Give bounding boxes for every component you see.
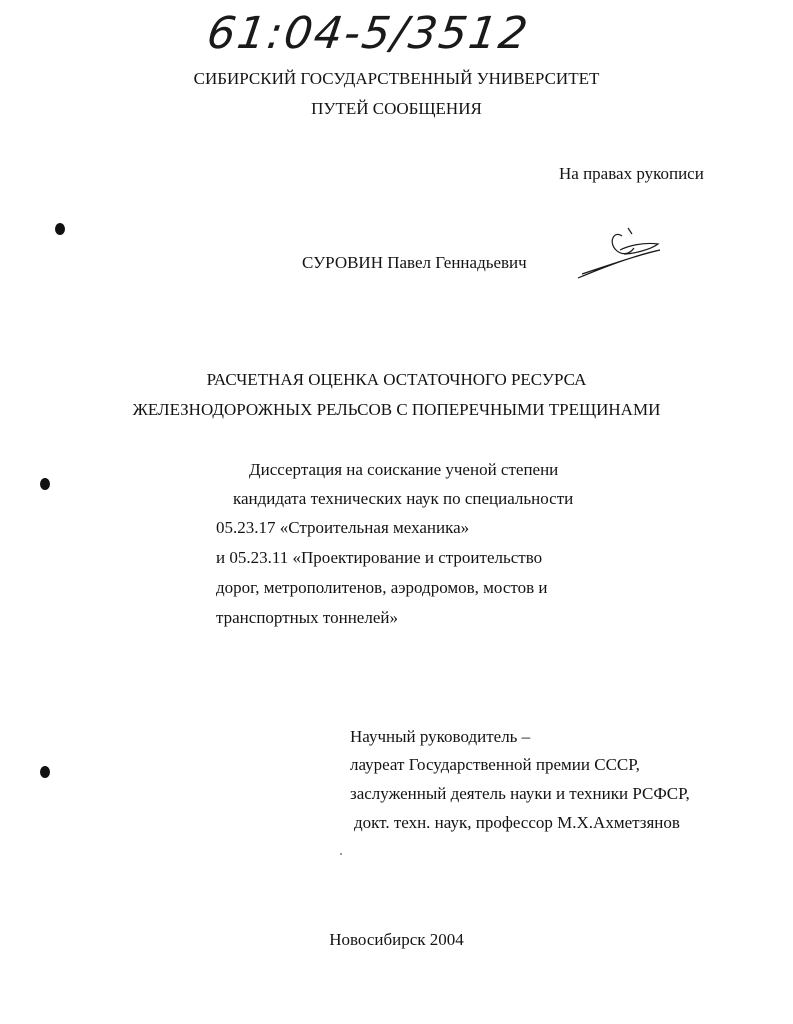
manuscript-note: На правах рукописи [559, 164, 704, 183]
supervisor-line-2: лауреат Государственной премии СССР, [350, 755, 640, 774]
scan-speck [340, 853, 342, 855]
dissertation-info-line-1: Диссертация на соискание ученой степени [249, 460, 559, 479]
city-year: Новосибирск 2004 [329, 930, 464, 949]
dissertation-info-line-5: дорог, метрополитенов, аэродромов, мостов и [216, 578, 548, 597]
handwritten-archive-code [200, 2, 533, 62]
dissertation-title-line-2: ЖЕЛЕЗНОДОРОЖНЫХ РЕЛЬСОВ С ПОПЕРЕЧНЫМИ ТРЕЩИНАМИ [132, 400, 661, 419]
dissertation-info-line-2: кандидата технических наук по специальности [233, 489, 574, 508]
dissertation-info-line-4: и 05.23.11 «Проектирование и строительство [216, 548, 543, 567]
supervisor-line-4: докт. техн. наук, профессор М.Х.Ахметзянов [354, 813, 680, 832]
dissertation-title-line-1: РАСЧЕТНАЯ ОЦЕНКА ОСТАТОЧНОГО РЕСУРСА [206, 370, 587, 389]
binder-hole-bottom [40, 766, 50, 778]
dissertation-info-line-3: 05.23.17 «Строительная механика» [216, 518, 470, 537]
binder-hole-top [55, 223, 65, 235]
author-name: СУРОВИН Павел Геннадьевич [302, 253, 527, 272]
supervisor-line-3: заслуженный деятель науки и техники РСФСР, [350, 784, 690, 803]
university-line-2: ПУТЕЙ СООБЩЕНИЯ [311, 99, 482, 118]
supervisor-line-1: Научный руководитель – [350, 727, 531, 746]
svg-text:61:04-5/3512: 61:04-5/3512 [203, 8, 533, 59]
university-line-1: СИБИРСКИЙ ГОСУДАРСТВЕННЫЙ УНИВЕРСИТЕТ [193, 69, 600, 88]
author-signature [572, 224, 672, 284]
binder-hole-middle [40, 478, 50, 490]
dissertation-info-line-6: транспортных тоннелей» [216, 608, 398, 627]
